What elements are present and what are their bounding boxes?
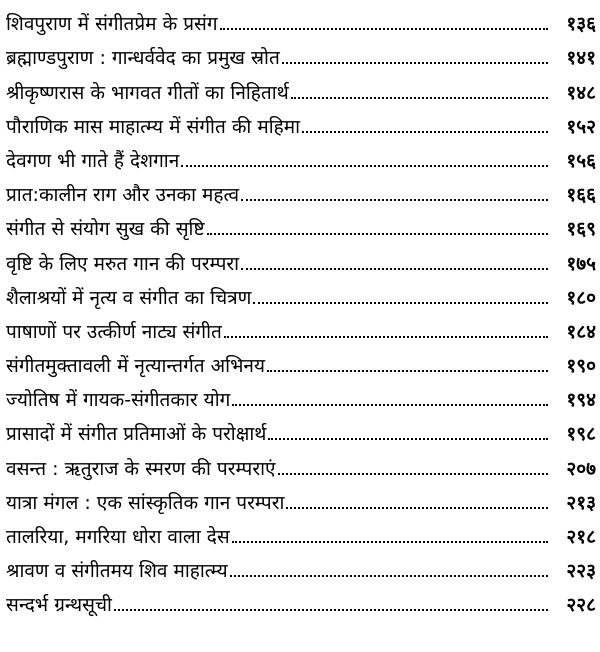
toc-entry-page: १८४ <box>566 320 596 343</box>
toc-entry-page: १५२ <box>566 115 596 138</box>
toc-entry-title: सन्दर्भ ग्रन्थसूची <box>6 594 112 617</box>
dot-leader <box>114 609 548 611</box>
toc-entry <box>6 379 596 413</box>
toc-entry <box>6 242 596 276</box>
toc-entry-title: वृष्टि के लिए मरुत गान की परम्परा <box>6 252 240 275</box>
toc-entry-title: शिवपुराण में संगीतप्रेम के प्रसंग <box>6 13 218 36</box>
toc-entry <box>6 482 596 516</box>
toc-entry <box>6 584 596 618</box>
dot-leader <box>286 507 548 509</box>
dot-leader <box>291 97 548 99</box>
toc-entry-title: ब्रह्माण्डपुराण : गान्धर्ववेद का प्रमुख स्रोत <box>6 47 280 70</box>
dot-leader <box>232 541 548 543</box>
toc-entry-page: १९४ <box>566 389 596 412</box>
toc-entry-page: २२३ <box>566 560 596 583</box>
toc-entry <box>6 413 596 447</box>
toc-entry <box>6 71 596 105</box>
toc-entry-title: यात्रा मंगल : एक सांस्कृतिक गान परम्परा <box>6 491 285 514</box>
toc-entry-title: प्रात:कालीन राग और उनका महत्व <box>6 184 240 207</box>
toc-entry-title: श्रावण व संगीतमय शिव माहात्म्य <box>6 560 228 583</box>
toc-entry-title: संगीत से संयोग सुख की सृष्टि <box>6 218 205 241</box>
toc-entry-page: १६६ <box>566 184 596 207</box>
toc-entry <box>6 447 596 481</box>
toc-entry <box>6 174 596 208</box>
toc-entry <box>6 208 596 242</box>
toc-entry-page: १४८ <box>566 81 596 104</box>
dot-leader <box>282 62 548 64</box>
dot-leader <box>278 473 548 475</box>
dot-leader <box>230 575 548 577</box>
toc-entry <box>6 106 596 140</box>
toc-entry-title: श्रीकृष्णरास के भागवत गीतों का निहितार्थ <box>6 81 289 104</box>
dot-leader <box>268 438 548 440</box>
toc-entry <box>6 345 596 379</box>
toc-entry-title: तालरिया, मगरिया धोरा वाला देस <box>6 526 230 548</box>
toc-entry <box>6 516 596 550</box>
toc-entry-page: १४१ <box>566 47 596 70</box>
dot-leader <box>181 165 548 167</box>
toc-entry-title: पौराणिक मास माहात्म्य में संगीत की महिमा <box>6 115 301 138</box>
toc-entry-page: १३६ <box>566 13 596 36</box>
toc-entry-page: १५६ <box>566 149 596 172</box>
toc-entry-page: १९० <box>566 355 596 378</box>
dot-leader <box>302 131 548 133</box>
toc-entry-page: १६९ <box>566 218 596 241</box>
toc-entry-title: वसन्त : ऋतुराज के स्मरण की परम्पराएं <box>6 457 276 480</box>
toc-entry-title: देवगण भी गाते हैं देशगान <box>6 149 180 172</box>
toc-entry-title: शैलाश्रयों में नृत्य व संगीत का चित्रण <box>6 286 252 309</box>
dot-leader <box>232 404 548 406</box>
toc-entry-page: २१३ <box>566 491 596 514</box>
toc-entry-title: पाषाणों पर उत्कीर्ण नाट्य संगीत <box>6 320 222 343</box>
toc-entry <box>6 37 596 71</box>
toc-entry-page: २०७ <box>566 457 596 480</box>
table-of-contents <box>6 3 596 618</box>
toc-entry-page: १९८ <box>566 423 596 446</box>
toc-entry-page: १८० <box>566 286 596 309</box>
toc-entry <box>6 140 596 174</box>
toc-entry <box>6 3 596 37</box>
toc-entry-title: ज्योतिष में गायक-संगीतकार योग <box>6 389 231 412</box>
toc-entry-title: प्रासादों में संगीत प्रतिमाओं के परोक्षार्थ <box>6 423 267 446</box>
toc-entry <box>6 311 596 345</box>
dot-leader <box>241 268 548 270</box>
dot-leader <box>241 199 548 201</box>
dot-leader <box>220 28 548 30</box>
toc-entry <box>6 277 596 311</box>
toc-entry <box>6 550 596 584</box>
dot-leader <box>207 233 548 235</box>
dot-leader <box>224 336 548 338</box>
toc-entry-page: १७५ <box>566 252 596 275</box>
dot-leader <box>253 302 548 304</box>
toc-entry-page: २२८ <box>566 594 596 617</box>
dot-leader <box>267 370 548 372</box>
toc-entry-page: २१८ <box>566 526 596 548</box>
toc-entry-title: संगीतमुक्तावली में नृत्यान्तर्गत अभिनय <box>6 355 266 378</box>
